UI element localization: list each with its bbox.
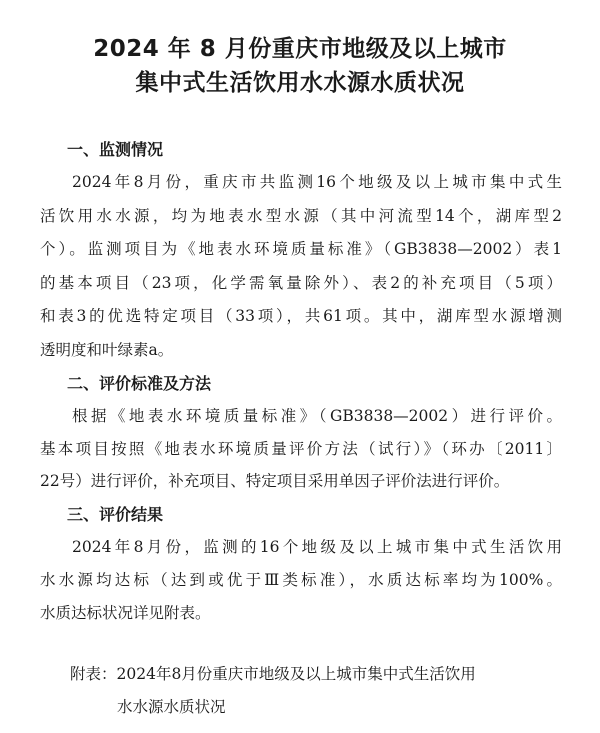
document-title-line-1: 2024 年 8 月份重庆市地级及以上城市 [93, 36, 507, 62]
section-heading-standards: 二、评价标准及方法 [67, 374, 212, 393]
paragraph-line: 22号）进行评价，补充项目、特定项目采用单因子评价法进行评价。 [40, 472, 510, 490]
paragraph-line: 2024年8月份，重庆市共监测16个地级及以上城市集中式生 [72, 173, 562, 191]
paragraph-line: 活饮用水水源，均为地表水型水源（其中河流型14个，湖库型2 [40, 207, 562, 225]
section-heading-monitoring: 一、监测情况 [67, 140, 164, 159]
paragraph-line: 基本项目按照《地表水环境质量评价方法（试行）》（环办〔2011〕 [40, 440, 562, 458]
paragraph-line: 水质达标状况详见附表。 [40, 604, 211, 622]
paragraph-line: 和表3的优选特定项目（33项），共61项。其中，湖库型水源增测 [40, 307, 562, 325]
paragraph-line: 水水源均达标（达到或优于Ⅲ类标准），水质达标率均为100%。 [40, 571, 562, 589]
section-heading-results: 三、评价结果 [67, 505, 164, 524]
attachment-note-line-2: 水水源水质状况 [117, 698, 226, 716]
paragraph-line: 透明度和叶绿素a。 [40, 341, 174, 359]
attachment-note-line-1: 附表：2024年8月份重庆市地级及以上城市集中式生活饮用 [70, 665, 476, 683]
paragraph-line: 的基本项目（23项，化学需氧量除外）、表2的补充项目（5项） [40, 274, 562, 292]
paragraph-line: 个）。监测项目为《地表水环境质量标准》（GB3838—2002）表1 [40, 240, 562, 258]
document-title-line-2: 集中式生活饮用水水源水质状况 [135, 70, 465, 96]
paragraph-line: 2024年8月份，监测的16个地级及以上城市集中式生活饮用 [72, 538, 562, 556]
paragraph-line: 根据《地表水环境质量标准》（GB3838—2002）进行评价。 [72, 407, 562, 425]
